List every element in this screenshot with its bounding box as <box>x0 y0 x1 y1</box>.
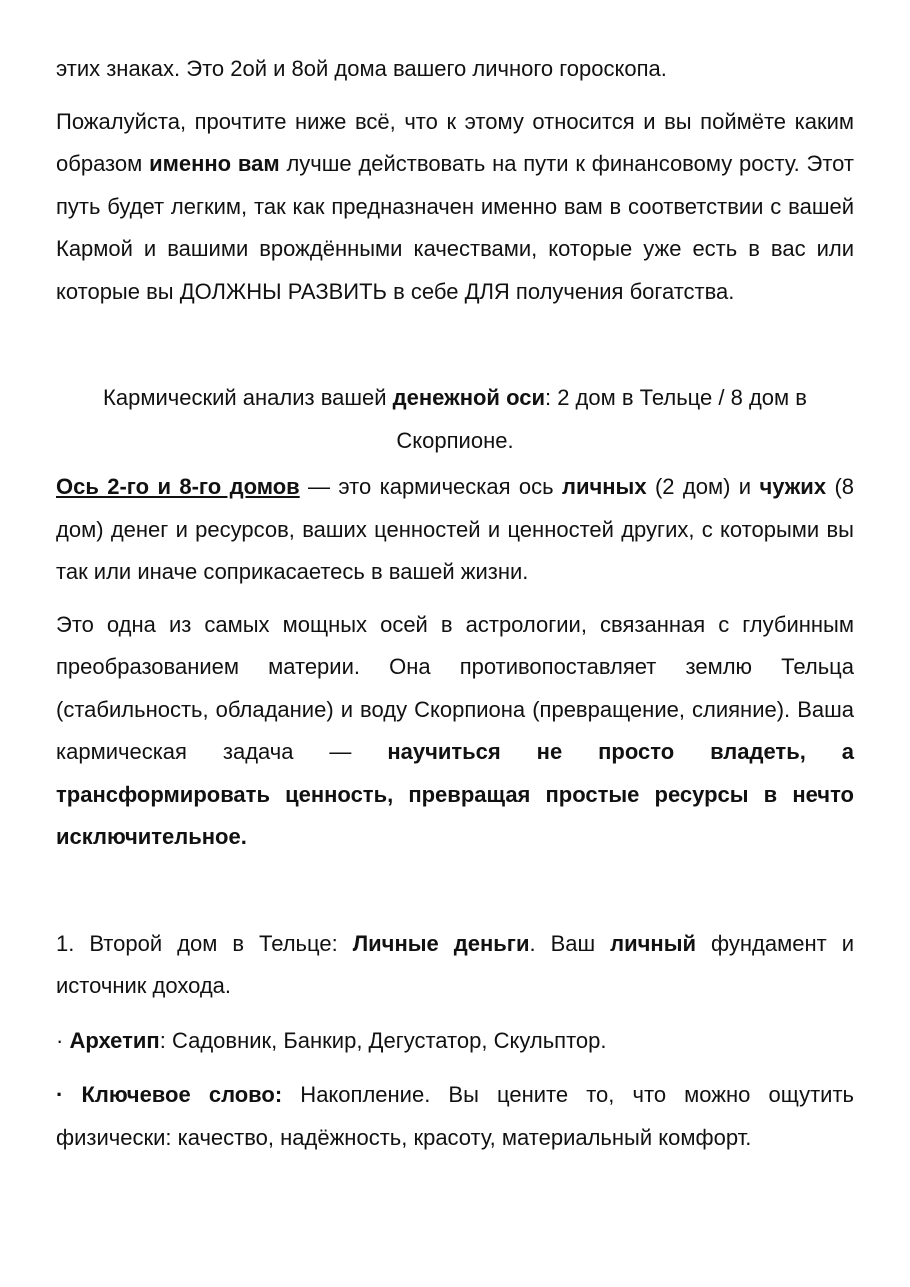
axis-def-bold-others: чужих <box>759 474 827 499</box>
please-text-2: лучше действовать на пути к финансовому росту. Этот путь будет легким, так как предназначен именно вам в соответствии с вашей Кармой и вашими врождёнными качествами, которые уже есть в вас или которые вы ДОЛЖНЫ РАЗВИТЬ в себе ДЛЯ получения богатства. <box>56 151 854 304</box>
archetype-bullet: · <box>56 1027 70 1053</box>
please-text-1: Пожалуйста, прочтите ниже всё, что к этому относится и вы поймёте каким образом <box>56 108 854 176</box>
please-read-paragraph <box>56 101 854 314</box>
house2-text-1: 1. Второй дом в Тельце: <box>56 930 353 956</box>
heading-bold-money-axis: денежной оси <box>392 385 545 410</box>
axis-def-text-1: — это кармическая ось <box>299 474 562 499</box>
house2-text-3: фундамент и источник дохода. <box>56 930 854 998</box>
archetype-label: Архетип <box>69 1027 160 1053</box>
house2-bold-personal-money: Личные деньги <box>352 930 530 956</box>
axis-def-text-2: (2 дом) и <box>646 474 760 499</box>
house2-text-2: . Ваш <box>529 930 611 956</box>
keyword-list-item <box>56 1074 854 1159</box>
axis-definition-paragraph <box>56 466 854 594</box>
heading-text-2: : 2 дом в Тельце / 8 дом в Скорпионе. <box>396 385 807 453</box>
keyword-label: · Ключевое слово: <box>56 1082 283 1107</box>
axis-def-text-3: (8 дом) денег и ресурсов, ваших ценностей и ценностей других, с которыми вы так или иначе соприкасаетесь в вашей жизни. <box>56 474 855 584</box>
intro-tail-text: этих знаках. Это 2ой и 8ой дома вашего личного гороскопа. <box>56 56 667 81</box>
axis-desc-bold-task: научиться не просто владеть, а трансформировать ценность, превращая простые ресурсы в нечто исключительное. <box>56 739 854 849</box>
intro-tail-paragraph <box>56 48 854 91</box>
house2-bold-personal: личный <box>610 930 697 956</box>
archetype-text: : Садовник, Банкир, Дегустатор, Скульптор. <box>159 1027 607 1053</box>
keyword-text: Накопление. Вы цените то, что можно ощутить физически: качество, надёжность, красоту, материальный комфорт. <box>56 1082 854 1150</box>
second-house-paragraph <box>56 923 854 1008</box>
axis-desc-text-1: Это одна из самых мощных осей в астрологии, связанная с глубинным преобразованием материи. Она противопоставляет землю Тельца (стабильность, обладание) и воду Скорпиона (превращение, слияние). Ваша кармическая задача — <box>56 611 854 764</box>
axis-def-underlined-term: Ось 2-го и 8-го домов <box>56 474 300 499</box>
please-bold-for-you: именно вам <box>149 151 280 176</box>
heading-text-1: Кармический анализ вашей <box>103 385 393 410</box>
axis-def-bold-personal: личных <box>561 474 647 499</box>
axis-description-paragraph <box>56 604 854 859</box>
archetype-list-item <box>56 1020 854 1063</box>
document-page <box>56 48 854 1159</box>
money-axis-heading <box>56 377 854 462</box>
